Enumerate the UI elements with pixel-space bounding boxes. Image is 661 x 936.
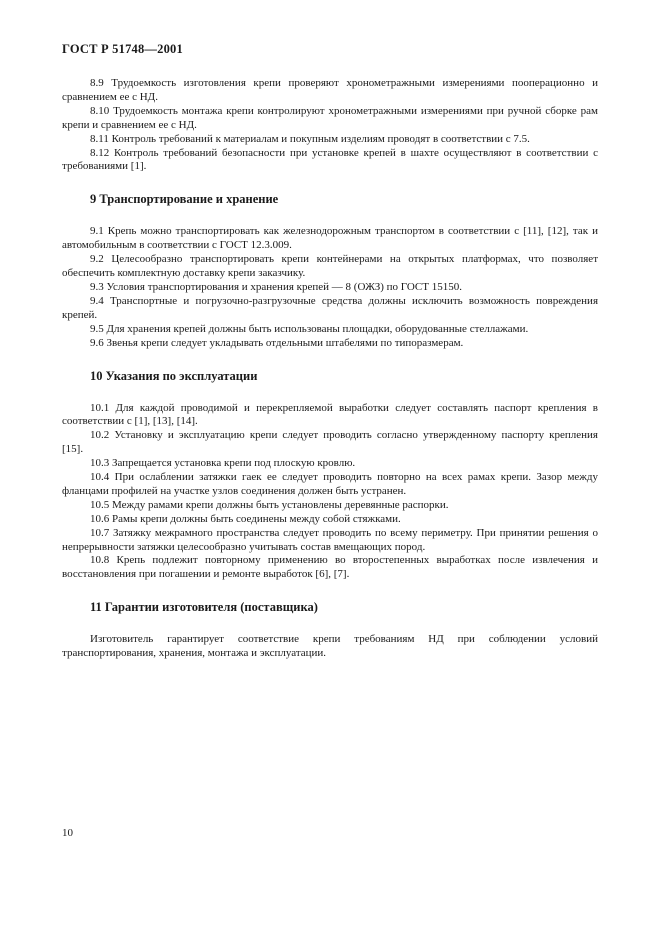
paragraph-9-6: 9.6 Звенья крепи следует укладывать отдельными штабелями по типоразмерам. — [90, 336, 464, 349]
document-code: ГОСТ Р 51748—2001 — [62, 42, 183, 56]
paragraph-10-8: 10.8 Крепь подлежит повторному применению во второстепенных выработках после извлечения и восстановления при погашении и ремонте выработок [6], [7]. — [62, 554, 598, 581]
paragraph-10-7: 10.7 Затяжку межрамного пространства следует проводить по всему периметру. При принятии решения о непрерывности затяжки целесообразно учитывать состав вмещающих пород. — [62, 526, 598, 553]
paragraph-9-5: 9.5 Для хранения крепей должны быть использованы площадки, оборудованные стеллажами. — [90, 322, 529, 335]
paragraph-8-11: 8.11 Контроль требований к материалам и покупным изделиям проводят в соответствии с 7.5. — [90, 132, 530, 145]
paragraph-9-1: 9.1 Крепь можно транспортировать как железнодорожным транспортом в соответствии с [11], [12], так и автомобильным в соответствии с ГОСТ 12.3.009. — [62, 225, 598, 252]
paragraph-9-4: 9.4 Транспортные и погрузочно-разгрузочные средства должны исключить возможность повреждения крепей. — [62, 294, 598, 321]
section-9 — [62, 192, 598, 350]
paragraph-8-12: 8.12 Контроль требований безопасности при установке крепей в шахте осуществляют в соответствии с требованиями [1]. — [62, 146, 598, 173]
paragraph-11: Изготовитель гарантирует соответствие крепи требованиям НД при соблюдении условий транспортирования, хранения, монтажа и эксплуатации. — [62, 633, 598, 660]
paragraph-8-9: 8.9 Трудоемкость изготовления крепи проверяют хронометражными измерениями пооперационно и сравнением ее с НД. — [62, 77, 598, 103]
section-heading-10: 10 Указания по эксплуатации — [90, 368, 258, 383]
paragraph-10-4: 10.4 При ослаблении затяжки гаек ее следует проводить повторно на всех рамах крепи. Зазор между фланцами профилей на участке узлов соединения должен быть устранен. — [62, 471, 598, 497]
section-10 — [62, 369, 598, 583]
paragraph-10-3: 10.3 Запрещается установка крепи под плоскую кровлю. — [90, 457, 356, 470]
paragraph-10-2: 10.2 Установку и эксплуатацию крепи следует проводить согласно утвержденному паспорту крепления [15]. — [62, 429, 598, 456]
document-page — [62, 42, 598, 661]
paragraph-10-1: 10.1 Для каждой проводимой и перекрепляемой выработки следует составлять паспорт крепления в соответствии с [1], [13], [14]. — [62, 401, 598, 428]
paragraph-10-5: 10.5 Между рамами крепи должны быть установлены деревянные распорки. — [90, 498, 449, 511]
paragraph-8-10: 8.10 Трудоемкость монтажа крепи контролируют хронометражными измерениями при ручной сборке рам крепи и сравнением ее с НД. — [62, 104, 598, 131]
section-heading-11: 11 Гарантии изготовителя (поставщика) — [90, 600, 318, 615]
paragraph-10-6: 10.6 Рамы крепи должны быть соединены между собой стяжками. — [90, 512, 401, 525]
section-8-continuation — [62, 77, 598, 174]
paragraph-9-2: 9.2 Целесообразно транспортировать крепи контейнерами на открытых платформах, что позволяет обеспечить комплектную доставку крепи заказчику. — [62, 253, 598, 280]
paragraph-9-3: 9.3 Условия транспортирования и хранения крепей — 8 (ОЖЗ) по ГОСТ 15150. — [90, 280, 462, 293]
section-heading-9: 9 Транспортирование и хранение — [90, 192, 279, 207]
section-11 — [62, 600, 598, 661]
page-number: 10 — [62, 827, 73, 839]
